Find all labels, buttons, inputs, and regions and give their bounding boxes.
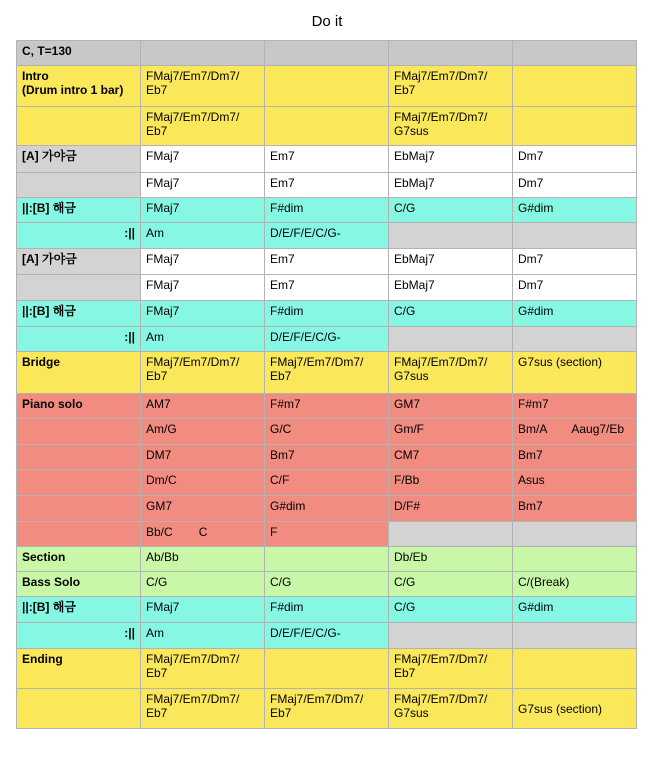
header-cell xyxy=(389,41,513,66)
chord-cell: C/G xyxy=(141,572,265,597)
chord-cell: FMaj7 xyxy=(141,173,265,198)
chord-cell: FMaj7 xyxy=(141,249,265,275)
chord-cell: C/G xyxy=(389,301,513,327)
chord-cell: FMaj7 xyxy=(141,146,265,173)
chord-cell: D/E/F/E/C/G- xyxy=(265,327,389,352)
chord-cell: G#dim xyxy=(265,496,389,522)
section-label: Ending xyxy=(17,649,141,689)
chord-cell: Em7 xyxy=(265,173,389,198)
chord-cell: Db/Eb xyxy=(389,547,513,572)
chord-cell: FMaj7 xyxy=(141,301,265,327)
table-row xyxy=(17,445,637,470)
empty-cell xyxy=(513,522,637,547)
chord-cell xyxy=(265,649,389,689)
chord-cell: GM7 xyxy=(141,496,265,522)
chord-cell: Gm/F xyxy=(389,419,513,445)
chord-cell xyxy=(513,66,637,107)
section-label-line: (Drum intro 1 bar) xyxy=(22,83,124,97)
section-label: ||:[B] 해금 xyxy=(17,198,141,223)
chord-cell: G/C xyxy=(265,419,389,445)
table-row xyxy=(17,107,637,146)
chord-cell: FMaj7 xyxy=(141,198,265,223)
chord-cell: FMaj7/Em7/Dm7/ Eb7 xyxy=(265,689,389,729)
section-label: Bridge xyxy=(17,352,141,394)
chord-cell: F#dim xyxy=(265,597,389,623)
table-row xyxy=(17,66,637,107)
chord-cell: DM7 xyxy=(141,445,265,470)
chord-cell: GM7 xyxy=(389,394,513,419)
chord-cell: Dm7 xyxy=(513,275,637,301)
section-label xyxy=(17,419,141,445)
chord-cell: Bm7 xyxy=(513,445,637,470)
chord-cell: Am xyxy=(141,223,265,249)
chord-text: C xyxy=(198,525,208,539)
chord-cell: G7sus (section) xyxy=(513,689,637,729)
section-label: ||:[B] 해금 xyxy=(17,597,141,623)
table-row xyxy=(17,547,637,572)
chord-cell: FMaj7/Em7/Dm7/ Eb7 xyxy=(265,352,389,394)
chord-cell: Dm7 xyxy=(513,173,637,198)
chord-cell: C/G xyxy=(389,572,513,597)
chord-cell: C/G xyxy=(265,572,389,597)
chord-cell: D/F# xyxy=(389,496,513,522)
chord-cell: Bm7 xyxy=(513,496,637,522)
chord-text: Bm/A xyxy=(518,422,548,436)
table-row xyxy=(17,249,637,275)
section-label xyxy=(17,275,141,301)
key-tempo-label: C, T=130 xyxy=(17,41,141,66)
section-label-line: Intro xyxy=(22,69,49,83)
chord-cell: FMaj7 xyxy=(141,275,265,301)
page-title: Do it xyxy=(311,13,343,30)
chord-cell xyxy=(513,547,637,572)
chord-cell: D/E/F/E/C/G- xyxy=(265,223,389,249)
chord-cell: AM7 xyxy=(141,394,265,419)
section-label: ||:[B] 해금 xyxy=(17,301,141,327)
table-row xyxy=(17,572,637,597)
chord-cell: EbMaj7 xyxy=(389,249,513,275)
chord-cell: Dm/C xyxy=(141,470,265,496)
empty-cell xyxy=(389,623,513,649)
section-label xyxy=(17,522,141,547)
chord-cell: G#dim xyxy=(513,198,637,223)
chord-cell: F#dim xyxy=(265,198,389,223)
chord-cell: D/E/F/E/C/G- xyxy=(265,623,389,649)
chord-cell: FMaj7/Em7/Dm7/ Eb7 xyxy=(389,66,513,107)
table-row xyxy=(17,419,637,445)
repeat-end-label: :|| xyxy=(17,223,141,249)
chord-cell xyxy=(513,107,637,146)
table-row xyxy=(17,522,637,547)
chord-cell: F#dim xyxy=(265,301,389,327)
table-row xyxy=(17,689,637,729)
repeat-end-label: :|| xyxy=(17,327,141,352)
repeat-end-label: :|| xyxy=(17,623,141,649)
chord-cell: Bm7 xyxy=(265,445,389,470)
chord-cell: FMaj7 xyxy=(141,597,265,623)
empty-cell xyxy=(513,623,637,649)
table-row xyxy=(17,275,637,301)
section-label xyxy=(17,173,141,198)
chord-cell xyxy=(513,419,637,445)
table-row xyxy=(17,496,637,522)
section-label xyxy=(17,496,141,522)
section-label: Bass Solo xyxy=(17,572,141,597)
section-label: [A] 가야금 xyxy=(17,146,141,173)
chord-text: Bb/C xyxy=(146,525,173,539)
chord-cell: FMaj7/Em7/Dm7/ Eb7 xyxy=(141,689,265,729)
chord-cell: Em7 xyxy=(265,249,389,275)
table-row xyxy=(17,597,637,623)
header-row xyxy=(17,41,637,66)
chord-cell: C/G xyxy=(389,198,513,223)
empty-cell xyxy=(513,223,637,249)
chord-cell: Am/G xyxy=(141,419,265,445)
chord-cell: F/Bb xyxy=(389,470,513,496)
chord-cell: EbMaj7 xyxy=(389,275,513,301)
chord-cell: Ab/Bb xyxy=(141,547,265,572)
chord-text: Aaug7/Eb xyxy=(571,422,625,436)
section-label xyxy=(17,66,141,107)
section-label: [A] 가야금 xyxy=(17,249,141,275)
chord-cell: FMaj7/Em7/Dm7/ Eb7 xyxy=(141,107,265,146)
table-row xyxy=(17,394,637,419)
chord-cell: F#m7 xyxy=(265,394,389,419)
chord-cell: Em7 xyxy=(265,146,389,173)
chord-chart-table xyxy=(16,40,637,729)
table-row xyxy=(17,623,637,649)
chord-cell: FMaj7/Em7/Dm7/ G7sus xyxy=(389,107,513,146)
table-row xyxy=(17,352,637,394)
chord-cell: F xyxy=(265,522,389,547)
chord-cell: Asus xyxy=(513,470,637,496)
chord-cell: FMaj7/Em7/Dm7/ Eb7 xyxy=(389,649,513,689)
table-row xyxy=(17,146,637,173)
chord-cell: G#dim xyxy=(513,597,637,623)
chord-cell xyxy=(265,107,389,146)
table-row xyxy=(17,223,637,249)
chord-cell: Am xyxy=(141,623,265,649)
chord-cell: FMaj7/Em7/Dm7/ Eb7 xyxy=(141,649,265,689)
section-label: Section xyxy=(17,547,141,572)
chord-cell xyxy=(265,547,389,572)
table-row xyxy=(17,470,637,496)
header-cell xyxy=(513,41,637,66)
chord-cell: Em7 xyxy=(265,275,389,301)
chord-cell: G7sus (section) xyxy=(513,352,637,394)
table-row xyxy=(17,327,637,352)
empty-cell xyxy=(513,327,637,352)
chord-cell: EbMaj7 xyxy=(389,173,513,198)
chord-cell xyxy=(513,649,637,689)
chord-cell: C/F xyxy=(265,470,389,496)
chord-cell xyxy=(141,522,265,547)
section-label xyxy=(17,445,141,470)
table-row xyxy=(17,301,637,327)
table-row xyxy=(17,198,637,223)
chord-cell: C/G xyxy=(389,597,513,623)
section-label xyxy=(17,107,141,146)
header-cell xyxy=(265,41,389,66)
chord-cell: Am xyxy=(141,327,265,352)
chord-cell: Dm7 xyxy=(513,146,637,173)
chord-cell: G#dim xyxy=(513,301,637,327)
chord-cell: FMaj7/Em7/Dm7/ G7sus xyxy=(389,689,513,729)
section-label xyxy=(17,689,141,729)
section-label xyxy=(17,470,141,496)
chord-cell: Dm7 xyxy=(513,249,637,275)
chord-cell: CM7 xyxy=(389,445,513,470)
table-row xyxy=(17,649,637,689)
chord-cell xyxy=(265,66,389,107)
table-row xyxy=(17,173,637,198)
chord-cell: FMaj7/Em7/Dm7/ G7sus xyxy=(389,352,513,394)
chord-cell: FMaj7/Em7/Dm7/ Eb7 xyxy=(141,66,265,107)
chord-cell: F#m7 xyxy=(513,394,637,419)
chord-cell: C/(Break) xyxy=(513,572,637,597)
empty-cell xyxy=(389,327,513,352)
chord-cell: FMaj7/Em7/Dm7/ Eb7 xyxy=(141,352,265,394)
empty-cell xyxy=(389,522,513,547)
chord-cell: EbMaj7 xyxy=(389,146,513,173)
section-label: Piano solo xyxy=(17,394,141,419)
empty-cell xyxy=(389,223,513,249)
header-cell xyxy=(141,41,265,66)
